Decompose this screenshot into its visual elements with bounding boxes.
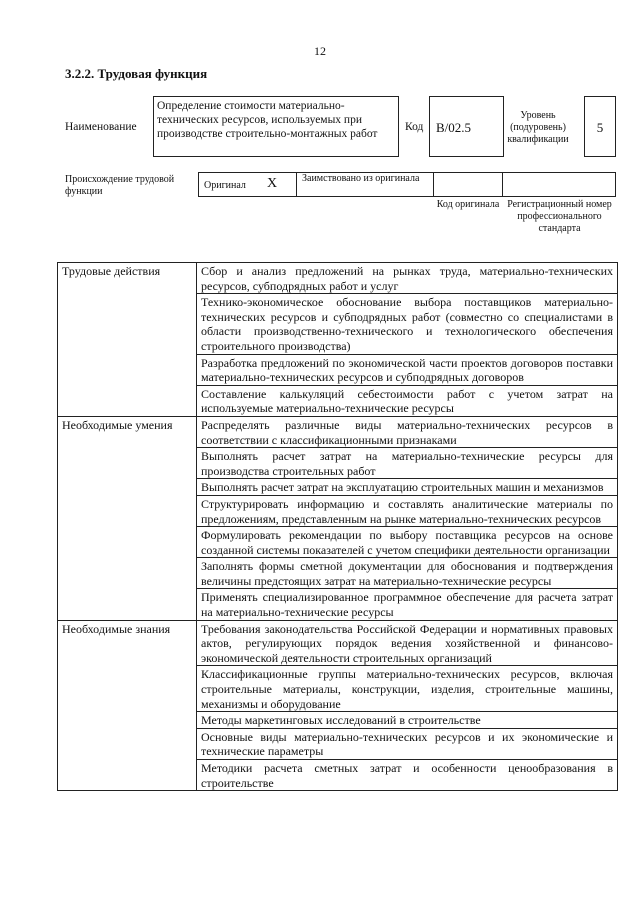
category-knowledge: Необходимые знания: [58, 620, 197, 791]
category-skills: Необходимые умения: [58, 416, 197, 620]
table-cell: Выполнять расчет затрат на эксплуатацию строительных машин и механизмов: [197, 479, 618, 496]
original-mark: X: [267, 176, 278, 191]
table-row: [58, 263, 618, 294]
category-labor-actions: Трудовые действия: [58, 263, 197, 417]
name-value: Определение стоимости материально-технических ресурсов, используемых при производстве строительно-монтажных работ: [157, 100, 378, 140]
origin-divider-1: [296, 172, 297, 197]
origin-divider-2: [433, 172, 434, 197]
name-value-box: [153, 96, 399, 157]
origin-divider-3: [502, 172, 503, 197]
reg-number-caption: Регистрационный номер профессионального стандарта: [507, 199, 612, 234]
table-cell: Методы маркетинговых исследований в строительстве: [197, 712, 618, 729]
table-cell: Составление калькуляций себестоимости работ с учетом затрат на используемые материально-технические ресурсы: [197, 385, 618, 416]
level-value-box: [584, 96, 616, 157]
level-label: Уровень (подуровень) квалификации: [507, 110, 569, 145]
table-cell: Технико-экономическое обоснование выбора поставщиков материально-технических ресурсов и субподрядных работ (совместно со специалистами в области производственно-технического и технологического обеспечения строительного производства): [197, 294, 618, 354]
table-cell: Распределять различные виды материально-технических ресурсов в соответствии с классификационными признаками: [197, 416, 618, 447]
table-row: [58, 416, 618, 447]
original-label: Оригинал: [204, 180, 246, 191]
origin-label: Происхождение трудовой функции: [65, 174, 175, 197]
table-cell: Применять специализированное программное обеспечение для расчета затрат на материально-технические ресурсы: [197, 589, 618, 620]
table-cell: Сбор и анализ предложений на рынках труда, материально-технических ресурсов, субподрядных работ и услуг: [197, 263, 618, 294]
code-value-box: [429, 96, 504, 157]
name-label: Наименование: [65, 121, 137, 133]
code-value: B/02.5: [436, 120, 472, 135]
table-cell: Выполнять расчет затрат на материально-технические ресурсы для производства строительных работ: [197, 448, 618, 479]
table-cell: Методики расчета сметных затрат и особенности ценообразования в строительстве: [197, 760, 618, 791]
section-title: 3.2.2. Трудовая функция: [65, 66, 208, 81]
table-cell: Разработка предложений по экономической части проектов договоров поставки материально-технических ресурсов и субподрядных договоров: [197, 354, 618, 385]
page-number: 12: [314, 44, 326, 58]
table-cell: Классификационные группы материально-технических ресурсов, включая строительные материалы, конструкции, изделия, строительные машины, механизмы и оборудование: [197, 666, 618, 712]
function-table: [57, 262, 618, 791]
table-row: [58, 620, 618, 666]
table-cell: Структурировать информацию и составлять аналитические материалы по предложениям, представленным на рынке материально-технических ресурсов: [197, 495, 618, 526]
code-label: Код: [405, 121, 424, 133]
table-cell: Формулировать рекомендации по выбору поставщика ресурсов на основе созданной системы показателей с учетом специфики деятельности организации: [197, 527, 618, 558]
level-value: 5: [596, 120, 604, 135]
table-cell: Требования законодательства Российской Федерации и нормативных правовых актов, регулирующих порядок ведения хозяйственной и финансово-экономической деятельности строительных организаций: [197, 620, 618, 666]
code-original-caption: Код оригинала: [436, 199, 500, 210]
table-cell: Основные виды материально-технических ресурсов и их экономические и технические параметры: [197, 728, 618, 759]
table-cell: Заполнять формы сметной документации для обоснования и подтверждения величины предстоящих затрат на материально-технические ресурсы: [197, 558, 618, 589]
borrowed-label: Заимствовано из оригинала: [302, 173, 420, 184]
